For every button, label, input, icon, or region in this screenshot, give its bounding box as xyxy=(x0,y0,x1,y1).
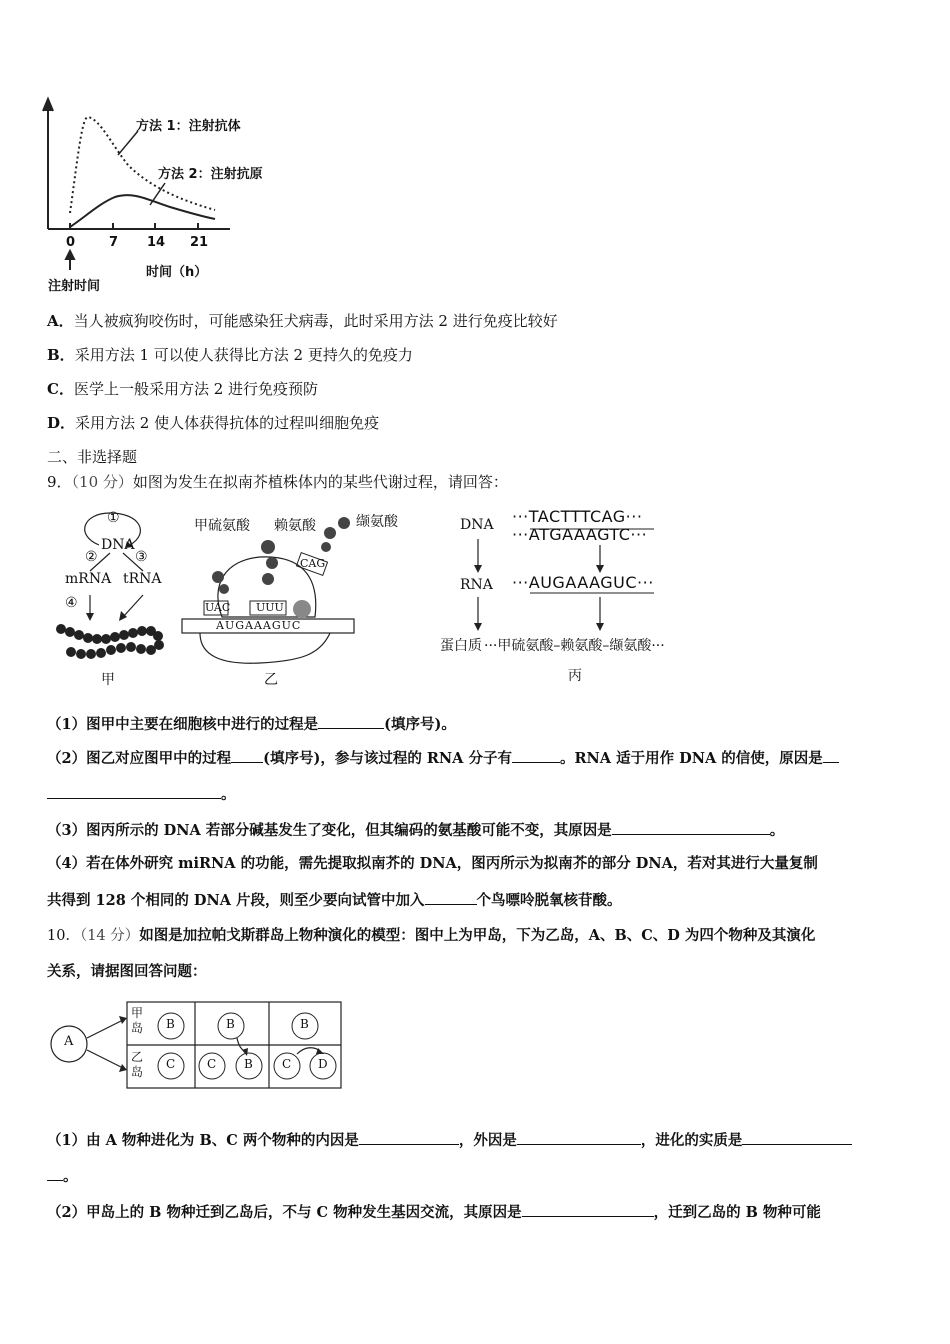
q9-sub1: （1）图甲中主要在细胞核中进行的过程是 (填序号)。 xyxy=(47,716,456,733)
method2-label: 方法 2：注射抗原 xyxy=(158,167,263,182)
answer-blank[interactable] xyxy=(612,820,770,835)
injection-arrow xyxy=(66,251,74,270)
q9-sub3: （3）图丙所示的 DNA 若部分碱基发生了变化，但其编码的氨基酸可能不变，其原因是 。 xyxy=(47,822,785,839)
species-c-3: C xyxy=(282,1057,292,1071)
answer-blank[interactable] xyxy=(517,1130,641,1145)
answer-blank[interactable] xyxy=(522,1202,654,1217)
ribosome-small xyxy=(200,633,330,663)
q9-sub2-cont: 。 xyxy=(47,784,236,805)
figure-jia xyxy=(55,505,180,695)
tick-21: 21 xyxy=(190,235,209,250)
option-d: D．采用方法 2 使人体获得抗体的过程叫细胞免疫 xyxy=(47,414,380,432)
answer-blank[interactable] xyxy=(47,1166,63,1181)
bing-caption: 丙 xyxy=(568,668,582,684)
bing-dna-top: ···TACTTTCAG··· xyxy=(512,507,643,526)
yi-caption: 乙 xyxy=(264,672,278,688)
yi-anti2: UUU xyxy=(256,601,284,614)
bing-protein-seq: ···甲硫氨酸–赖氨酸–缬氨酸··· xyxy=(484,638,665,654)
antibody-graph xyxy=(40,95,280,295)
answer-blank[interactable] xyxy=(359,1130,459,1145)
jia-circle-1: ① xyxy=(107,510,120,526)
bing-dna-bottom: ···ATGAAAGTC··· xyxy=(512,525,648,544)
q9-sub4: （4）若在体外研究 miRNA 的功能，需先提取拟南芥的 DNA，图丙所示为拟南芥的部分 DNA，若对其进行大量复制 xyxy=(47,855,818,872)
option-a: A．当人被疯狗咬伤时，可能感染狂犬病毒，此时采用方法 2 进行免疫比较好 xyxy=(47,312,558,330)
yi-codon3: CAG xyxy=(300,557,326,570)
species-b-1: B xyxy=(166,1017,175,1031)
species-b-4: B xyxy=(300,1017,309,1031)
bing-rna: RNA xyxy=(460,577,493,593)
species-d: D xyxy=(318,1057,328,1071)
answer-blank[interactable] xyxy=(318,714,384,729)
bing-protein: 蛋白质 xyxy=(440,638,482,654)
injection-time-label: 注射时间 xyxy=(48,279,101,294)
tick-7: 7 xyxy=(109,235,119,250)
species-c-2: C xyxy=(207,1057,217,1071)
jia-circle-3: ③ xyxy=(135,549,148,565)
species-c-1: C xyxy=(166,1057,176,1071)
jia-dna: DNA xyxy=(101,537,135,553)
method1-label: 方法 1：注射抗体 xyxy=(136,119,241,134)
polypeptide-beads xyxy=(56,624,164,659)
method2-curve xyxy=(70,195,215,227)
jia-island-label: 甲岛 xyxy=(131,1006,144,1035)
q10-stem-line2: 关系，请据图回答问题： xyxy=(47,963,207,980)
yi-val: 缬氨酸 xyxy=(356,514,398,530)
island-species-a: A xyxy=(64,1034,74,1049)
q10-sub1-cont: 。 xyxy=(47,1166,78,1187)
q9-sub2: （2）图乙对应图甲中的过程 (填序号)，参与该过程的 RNA 分子有 。RNA 适于用作 DNA 的信使，原因是 xyxy=(47,748,839,769)
jia-caption: 甲 xyxy=(101,672,115,688)
answer-blank[interactable] xyxy=(512,748,560,763)
jia-mrna: mRNA xyxy=(65,571,112,587)
answer-blank[interactable] xyxy=(425,890,477,905)
figure-yi xyxy=(180,505,420,695)
bing-dna: DNA xyxy=(460,517,494,533)
section-title: 二、非选择题 xyxy=(47,448,138,466)
option-c: C．医学上一般采用方法 2 进行免疫预防 xyxy=(47,380,319,398)
q10-sub1: （1）由 A 物种进化为 B、C 两个物种的内因是 ，外因是 ，进化的实质是 xyxy=(47,1130,852,1151)
yi-anti1: UAC xyxy=(205,601,231,614)
label1-pointer xyxy=(118,131,138,155)
yi-met: 甲硫氨酸 xyxy=(194,518,250,534)
jia-circle-2: ② xyxy=(85,549,98,565)
answer-blank[interactable] xyxy=(742,1130,852,1145)
ribosome-dotted xyxy=(293,600,311,618)
yi-island-label: 乙岛 xyxy=(131,1050,144,1079)
answer-blank[interactable] xyxy=(231,748,263,763)
answer-blank[interactable] xyxy=(823,748,839,763)
q10-stem: 10．（14 分）如图是加拉帕戈斯群岛上物种演化的模型：图中上为甲岛，下为乙岛，A、B、C、D 为四个物种及其演化 xyxy=(47,927,816,944)
bing-rna-seq: ···AUGAAAGUC··· xyxy=(512,573,654,592)
jia-trna: tRNA xyxy=(123,571,162,587)
figure-bing xyxy=(440,505,730,695)
jia-circle-4: ④ xyxy=(65,595,78,611)
tick-0: 0 xyxy=(66,235,76,250)
q9-stem: 9．（10 分）如图为发生在拟南芥植株体内的某些代谢过程，请回答： xyxy=(47,473,508,491)
x-unit-label: 时间（h） xyxy=(146,265,208,280)
island-figure xyxy=(47,996,347,1092)
q10-sub2: （2）甲岛上的 B 物种迁到乙岛后，不与 C 物种发生基因交流，其原因是 ，迁到乙岛的 B 物种可能 xyxy=(47,1204,821,1221)
option-b: B．采用方法 1 可以使人获得比方法 2 更持久的免疫力 xyxy=(47,346,413,364)
q9-sub4-cont: 共得到 128 个相同的 DNA 片段，则至少要向试管中加入 个鸟嘌呤脱氧核苷酸。 xyxy=(47,892,622,909)
species-b-3: B xyxy=(244,1057,253,1071)
yi-mrna-seq: AUGAAAGUC xyxy=(216,619,302,632)
answer-blank[interactable] xyxy=(47,784,221,799)
tick-14: 14 xyxy=(147,235,166,250)
yi-lys: 赖氨酸 xyxy=(274,518,316,534)
species-b-2: B xyxy=(226,1017,235,1031)
